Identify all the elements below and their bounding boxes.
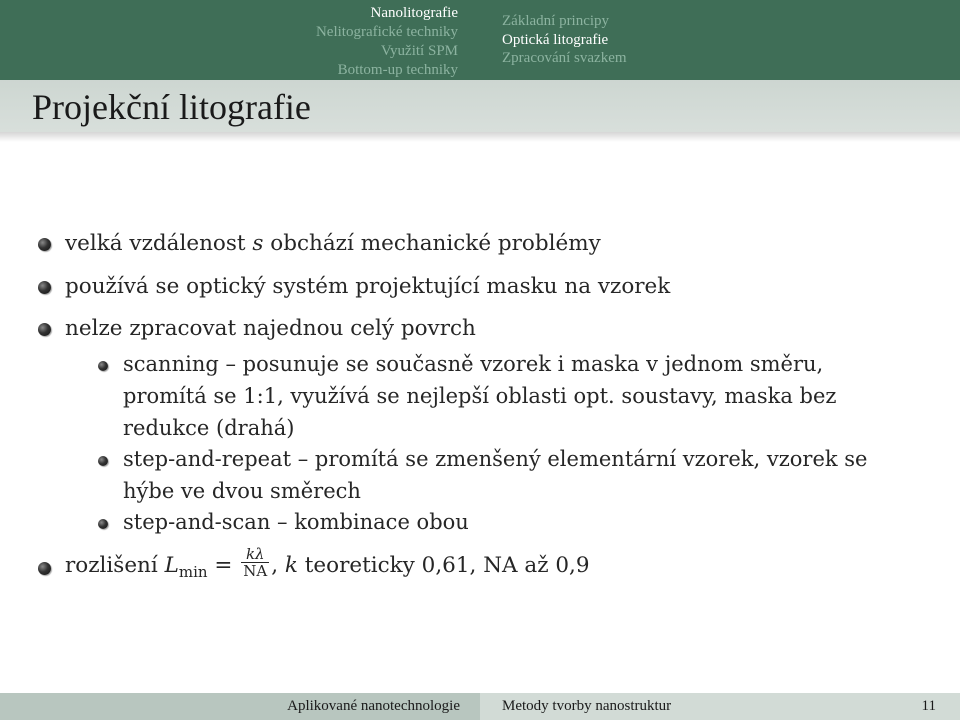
- section-navigation: [0, 0, 480, 80]
- slide-title: Projekční litografie: [32, 87, 311, 127]
- footer-lecture: [480, 693, 960, 720]
- sub-list-item-line: step-and-repeat – promítá se zmenšený elementární vzorek, vzorek se: [123, 447, 868, 471]
- nav-section-nanolitografie[interactable]: Nanolitografie: [370, 5, 458, 21]
- footer-course: [0, 693, 480, 720]
- resolution-formula: rozlišení $L_{min}$ = $\frac{k\lambda}{NA}$ , k teoreticky 0,61, NA až 0,9: [65, 544, 590, 581]
- sub-list-item-line: redukce (drahá): [123, 416, 295, 440]
- footer-bar: [0, 693, 960, 720]
- bullet-icon: [38, 323, 51, 336]
- footer-course-label: Aplikované nanotechnologie: [287, 698, 460, 714]
- sub-bullet-icon: [98, 519, 108, 529]
- sub-bullet-icon: [98, 361, 108, 371]
- list-item: používá se optický systém projektující masku na vzorek: [65, 274, 671, 299]
- nav-subsection-zpracovani-svazkem[interactable]: Zpracování svazkem: [502, 50, 627, 66]
- sub-list-item-line: promítá se 1:1, využívá se nejlepší oblasti opt. soustavy, maska bez: [123, 384, 837, 408]
- header-bar: [0, 0, 960, 80]
- bullet-icon: [38, 562, 51, 575]
- page-number: 11: [921, 698, 936, 714]
- footer-lecture-label: Metody tvorby nanostruktur: [502, 698, 672, 714]
- subsection-navigation: [502, 12, 942, 68]
- nav-subsection-opticka-litografie[interactable]: Optická litografie: [502, 31, 609, 48]
- nav-section-bottom-up-techniky[interactable]: Bottom-up techniky: [337, 62, 458, 78]
- frame-title-bar: [0, 80, 960, 132]
- bullet-icon: [38, 238, 51, 251]
- title-shadow: [0, 132, 960, 142]
- sub-list-item-line: hýbe ve dvou směrech: [123, 479, 361, 503]
- sub-list-item-line: step-and-scan – kombinace obou: [123, 510, 469, 534]
- sub-list-item-line: scanning – posunuje se současně vzorek i maska v jednom směru,: [123, 352, 824, 376]
- nav-section-vyuziti-spm[interactable]: Využití SPM: [380, 43, 458, 59]
- nav-subsection-zakladni-principy[interactable]: Základní principy: [502, 13, 610, 29]
- list-item: velká vzdálenost s obchází mechanické problémy: [65, 231, 601, 256]
- list-item: nelze zpracovat najednou celý povrch: [65, 316, 476, 341]
- bullet-icon: [38, 281, 51, 294]
- nav-section-nelitograficke-techniky[interactable]: Nelitografické techniky: [315, 24, 458, 40]
- sub-bullet-icon: [98, 456, 108, 466]
- fraction: $\frac{k\lambda}{NA}$: [243, 544, 268, 580]
